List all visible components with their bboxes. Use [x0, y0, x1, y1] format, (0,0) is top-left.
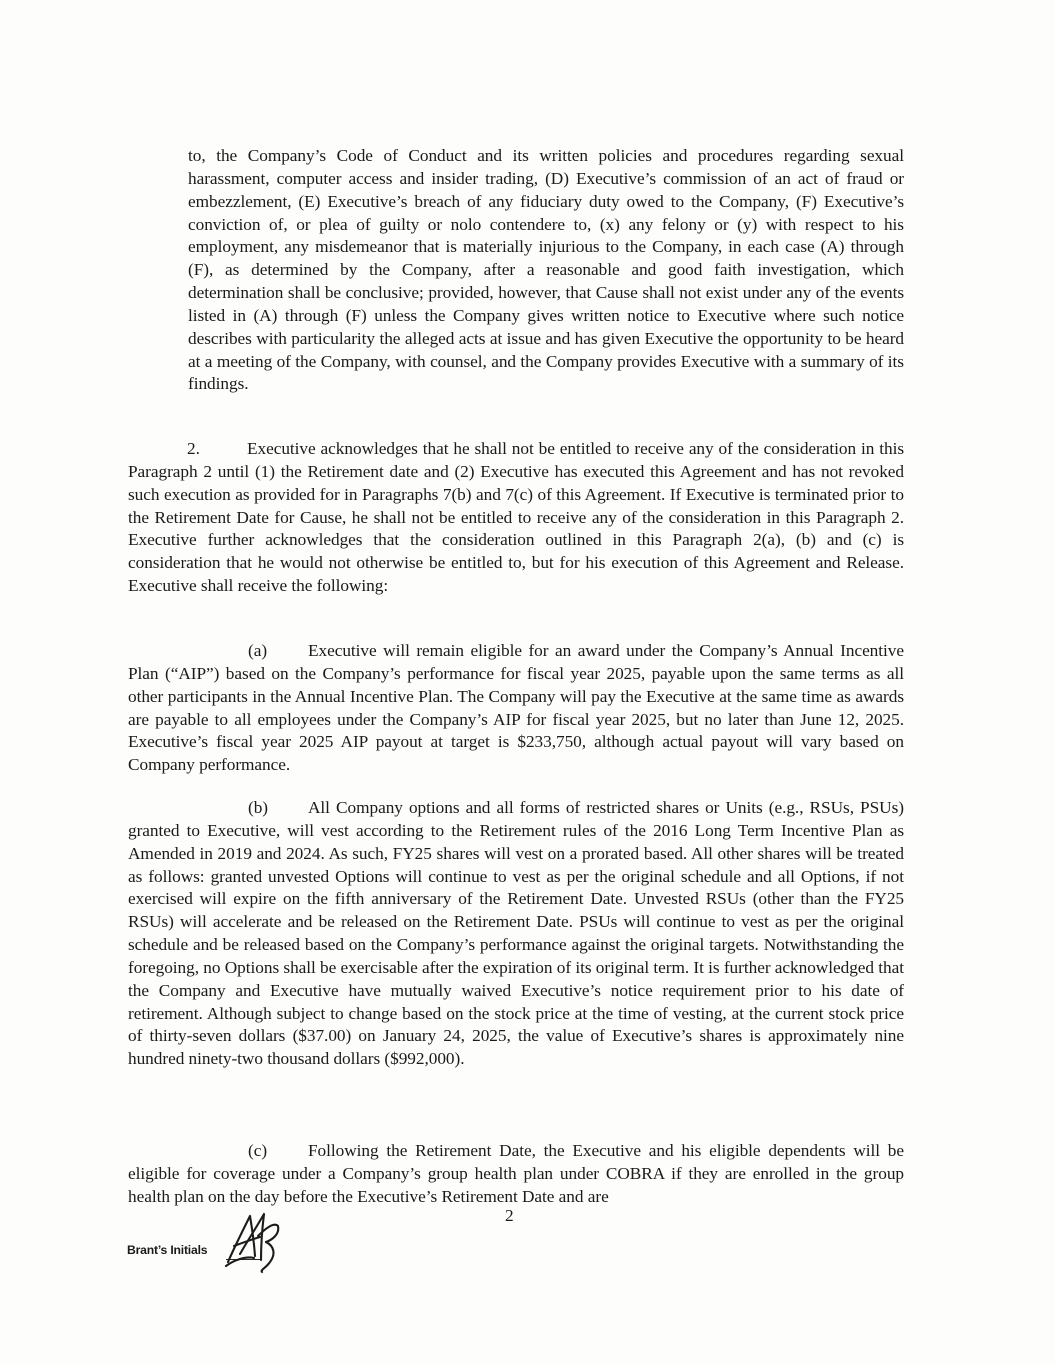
subsection-a: [128, 640, 904, 777]
section-2: [128, 438, 904, 598]
subsection-b-label: (b): [248, 798, 269, 817]
handwritten-initials-signature: [214, 1208, 284, 1274]
page-number: 2: [505, 1206, 514, 1225]
subsection-c: [128, 1140, 904, 1209]
subsection-a-label: (a): [248, 641, 268, 660]
section-2-number: 2.: [187, 439, 200, 458]
subsection-a-text: Executive will remain eligible for an award under the Company’s Annual Incentive Plan (“AIP”) based on the Company’s performance for fiscal year 2025, payable upon the same terms as all other participants in the Annual Incentive Plan. The Company will pay the Executive at the same time as awards are payable to all employees under the Company’s AIP for fiscal year 2025, but no later than June 12, 2025. Executive’s fiscal year 2025 AIP payout at target is $233,750, although actual payout will vary based on Company performance.: [128, 641, 904, 775]
subsection-c-text: Following the Retirement Date, the Executive and his eligible dependents will be eligible for coverage under a Company’s group health plan under COBRA if they are enrolled in the group health plan on the day before the Executive’s Retirement Date and are: [128, 1141, 904, 1206]
subsection-b: [128, 797, 904, 1071]
signature-stroke: [262, 1242, 274, 1272]
subsection-b-text: All Company options and all forms of restricted shares or Units (e.g., RSUs, PSUs) granted to Executive, will vest according to the Retirement rules of the 2016 Long Term Incentive Plan as Amended in 2019 and 2024. As such, FY25 shares will vest on a prorated based. All other shares will be treated as follows: granted unvested Options will continue to vest as per the original schedule and all Options, if not exercised will expire on the fifth anniversary of the Retirement Date. Unvested RSUs (other than the FY25 RSUs) will accelerate and be released on the Retirement Date. PSUs will continue to vest as per the original schedule and be released based on the Company’s performance against the original targets. Notwithstanding the foregoing, no Options shall be exercisable after the expiration of its original term. It is further acknowledged that the Company and Executive have mutually waived Executive’s notice requirement prior to his date of retirement. Although subject to change based on the stock price at the time of vesting, at the current stock price of thirty-seven dollars ($37.00) on January 24, 2025, the value of Executive’s shares is approximately nine hundred ninety-two thousand dollars ($992,000).: [128, 798, 904, 1069]
initials-label: Brant’s Initials: [127, 1243, 208, 1257]
subsection-c-label: (c): [248, 1141, 268, 1160]
section-2-text: Executive acknowledges that he shall not be entitled to receive any of the consideration in this Paragraph 2 until (1) the Retirement date and (2) Executive has executed this Agreement and has not revoked such execution as provided for in Paragraphs 7(b) and 7(c) of this Agreement. If Executive is terminated prior to the Retirement Date for Cause, he shall not be entitled to receive any of the consideration in this Paragraph 2. Executive further acknowledges that the consideration outlined in this Paragraph 2(a), (b) and (c) is consideration that he would not otherwise be entitled to, but for his execution of this Agreement and Release. Executive shall receive the following:: [128, 439, 904, 596]
paragraph-continuation: to, the Company’s Code of Conduct and its written policies and procedures regarding sexual harassment, computer access and insider trading, (D) Executive’s commission of an act of fraud or embezzlement, (E) Executive’s breach of any fiduciary duty owed to the Company, (F) Executive’s conviction of, or plea of guilty or nolo contendere to, (x) any felony or (y) with respect to his employment, any misdemeanor that is materially injurious to the Company, in each case (A) through (F), as determined by the Company, after a reasonable and good faith investigation, which determination shall be conclusive; provided, however, that Cause shall not exist under any of the events listed in (A) through (F) unless the Company gives written notice to Executive where such notice describes with particularity the alleged acts at issue and has given Executive the opportunity to be heard at a meeting of the Company, with counsel, and the Company provides Executive with a summary of its findings.: [188, 146, 904, 394]
